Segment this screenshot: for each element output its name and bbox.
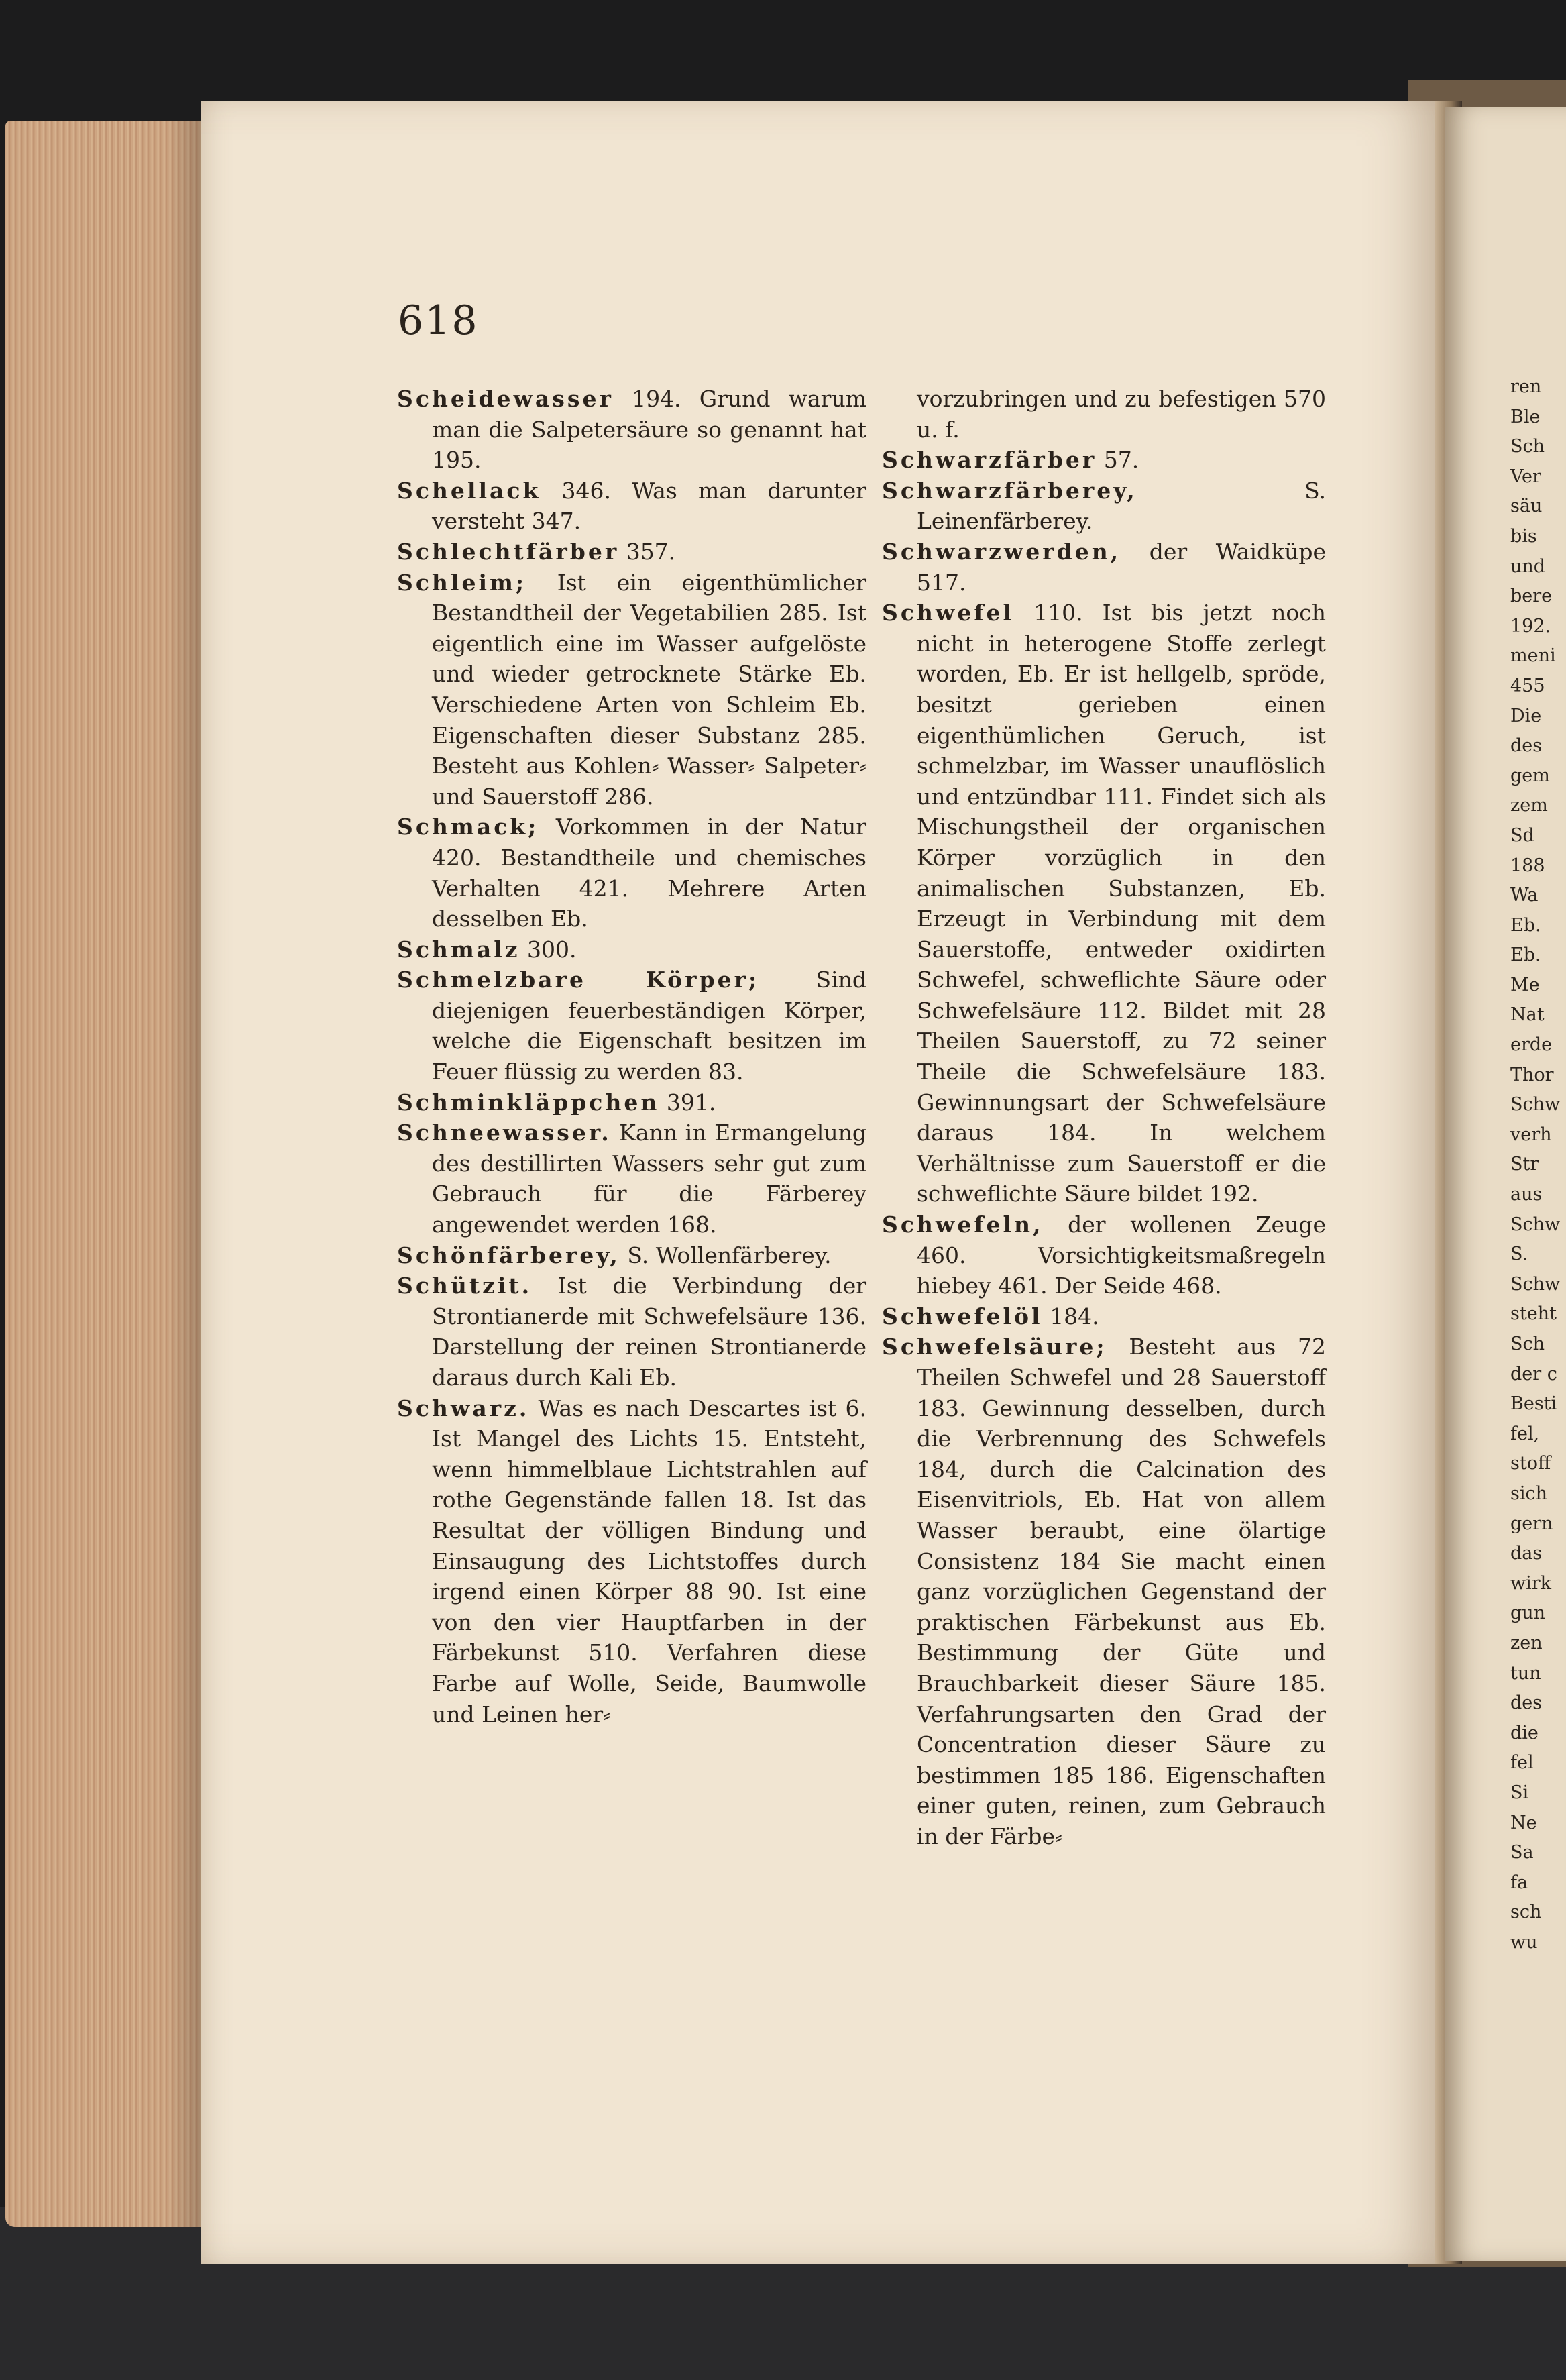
index-entry — [397, 1087, 866, 1118]
facing-line-fragment: fel, — [1510, 1423, 1540, 1444]
entry-text: Was es nach Descartes ist 6. Ist Mangel des Lichts 15. Entsteht, wenn himmelblaue Lichtstrahlen auf rothe Gegenstände fallen 18. Ist das Resultat der völligen Bindung und Einsaugung des Lichtstoffes durch irgend einen Körper 88 90. Ist eine von den vier Hauptfarben in der Färbekunst 510. Verfahren diese Farbe auf Wolle, Seide, Baumwolle und Leinen her⸗ — [432, 1395, 866, 1727]
facing-line-fragment: gun — [1510, 1603, 1546, 1624]
facing-line-fragment: die — [1510, 1722, 1539, 1743]
facing-line-fragment: des — [1510, 1692, 1543, 1714]
page-number: 618 — [398, 297, 479, 344]
facing-line-fragment: gern — [1510, 1513, 1553, 1534]
facing-line-fragment: Schw — [1510, 1273, 1561, 1295]
facing-line-fragment: und — [1510, 555, 1546, 577]
entry-headword: Schwarz. — [397, 1395, 530, 1421]
entry-text: Kann in Ermangelung des destillirten Wassers sehr gut zum Gebrauch für die Färberey angewendet werden 168. — [432, 1120, 866, 1238]
entry-text: Vorkommen in der Natur 420. Bestandtheile und chemisches Verhalten 421. Mehrere Arten desselben Eb. — [432, 814, 866, 932]
facing-line-fragment: Die — [1510, 705, 1542, 726]
index-entry — [882, 445, 1326, 476]
index-column-left — [397, 384, 866, 1729]
facing-line-fragment: Ne — [1510, 1812, 1537, 1833]
index-entry — [397, 476, 866, 537]
index-entry — [882, 1209, 1326, 1301]
facing-line-fragment: erde — [1510, 1034, 1553, 1056]
index-entry — [397, 384, 866, 476]
index-entry — [397, 1118, 866, 1240]
facing-line-fragment: des — [1510, 735, 1543, 757]
facing-line-fragment: bere — [1510, 586, 1553, 607]
index-entry — [397, 965, 866, 1087]
facing-line-fragment: 188 — [1510, 855, 1545, 876]
entry-headword: Scheidewasser — [397, 386, 614, 412]
entry-text: Sind diejenigen feuerbeständigen Körper, welche die Eigenschaft besitzen im Feuer flüssig zu werden 83. — [432, 967, 866, 1085]
facing-line-fragment: gem — [1510, 765, 1550, 786]
facing-line-fragment: zem — [1510, 795, 1548, 816]
entry-headword: Schwefeln, — [882, 1211, 1044, 1238]
facing-line-fragment: der c — [1510, 1363, 1557, 1385]
index-entry — [882, 537, 1326, 598]
facing-line-fragment: Eb. — [1510, 944, 1541, 966]
facing-line-fragment: sch — [1510, 1902, 1542, 1923]
facing-line-fragment: Thor — [1510, 1064, 1554, 1085]
facing-line-fragment: wirk — [1510, 1572, 1552, 1594]
entry-headword: Schwefel — [882, 600, 1015, 627]
facing-line-fragment: meni — [1510, 645, 1556, 667]
facing-line-fragment: fel — [1510, 1752, 1534, 1774]
entry-text: 391. — [659, 1089, 716, 1116]
facing-line-fragment: das — [1510, 1543, 1543, 1564]
facing-line-fragment: Ble — [1510, 406, 1541, 427]
entry-headword: Schützit. — [397, 1273, 533, 1299]
entry-headword: Schwarzfärber — [882, 447, 1097, 474]
entry-text: 57. — [1097, 447, 1139, 474]
continuation-line: vorzubringen und zu befestigen 570 u. f. — [917, 386, 1326, 443]
facing-line-fragment: steht — [1510, 1303, 1557, 1325]
entry-headword: Schmack; — [397, 814, 539, 841]
facing-line-fragment: Me — [1510, 974, 1540, 995]
facing-line-fragment: Schw — [1510, 1094, 1561, 1116]
entry-headword: Schleim; — [397, 569, 527, 596]
facing-line-fragment: Sa — [1510, 1842, 1534, 1863]
entry-headword: Schneewasser. — [397, 1120, 612, 1146]
entry-text: 184. — [1042, 1303, 1099, 1330]
entry-text: Besteht aus 72 Theilen Schwefel und 28 Sauerstoff 183. Gewinnung desselben, durch die Verbrennung des Schwefels 184, durch die Calcination des Eisenvitriols, Eb. Hat von allem Wasser beraubt, eine ölartige Consistenz 184 Sie macht einen ganz vorzüglichen Gegenstand der praktischen Färbekunst aus Eb. Bestimmung der Güte und Brauchbarkeit dieser Säure 185. Verfahrungsarten den Grad der Concentration dieser Säure zu bestimmen 185 186. Eigenschaften einer guten, reinen, zum Gebrauch in der Färbe⸗ — [917, 1334, 1326, 1849]
index-entry — [397, 812, 866, 934]
index-entry — [397, 934, 866, 965]
index-entry — [397, 537, 866, 567]
facing-line-fragment: fa — [1510, 1872, 1528, 1893]
facing-line-fragment: Besti — [1510, 1393, 1557, 1415]
facing-line-fragment: zen — [1510, 1632, 1543, 1654]
entry-headword: Schminkläppchen — [397, 1089, 660, 1116]
index-column-right — [882, 384, 1326, 1852]
facing-line-fragment: tun — [1510, 1662, 1541, 1684]
facing-line-fragment: 192. — [1510, 615, 1551, 637]
facing-line-fragment: Eb. — [1510, 914, 1541, 936]
facing-line-fragment: wu — [1510, 1931, 1538, 1953]
index-entry — [397, 567, 866, 812]
entry-text: 300. — [520, 936, 577, 963]
entry-headword: Schellack — [397, 477, 541, 504]
entry-headword: Schmelzbare Körper; — [397, 967, 760, 993]
entry-text: 346. Was man darunter versteht 347. — [432, 477, 866, 535]
facing-line-fragment: bis — [1510, 525, 1537, 547]
facing-line-fragment: Ver — [1510, 466, 1541, 487]
entry-headword: Schlechtfärber — [397, 538, 620, 565]
entry-text: der wollenen Zeuge 460. Vorsichtigkeitsmaßregeln hiebey 461. Der Seide 468. — [917, 1211, 1326, 1299]
entry-text: 194. Grund warum man die Salpetersäure so genannt hat 195. — [432, 386, 866, 474]
index-entry — [882, 598, 1326, 1209]
entry-text: Ist ein eigenthümlicher Bestandtheil der Vegetabilien 285. Ist eigentlich eine im Wasser aufgelöste und wieder getrocknete Stärke Eb. Verschiedene Arten von Schleim Eb. Eigenschaften dieser Substanz 285. Besteht aus Kohlen⸗ Wasser⸗ Salpeter⸗ und Sauerstoff 286. — [432, 569, 866, 810]
facing-line-fragment: stoff — [1510, 1453, 1551, 1474]
index-entry — [397, 1270, 866, 1393]
entry-text: S. Wollenfärberey. — [620, 1242, 832, 1268]
entry-headword: Schmalz — [397, 936, 520, 963]
facing-line-fragment: verh — [1510, 1124, 1552, 1145]
facing-line-fragment: S. — [1510, 1244, 1528, 1265]
entry-text: Ist die Verbindung der Strontianerde mit Schwefelsäure 136. Darstellung der reinen Strontianerde daraus durch Kali Eb. — [432, 1273, 866, 1391]
facing-line-fragment: Sch — [1510, 436, 1545, 457]
entry-headword: Schwarzwerden, — [882, 538, 1121, 565]
facing-line-fragment: Si — [1510, 1782, 1529, 1803]
index-entry — [882, 1301, 1326, 1332]
entry-text: der Waidküpe 517. — [917, 538, 1326, 596]
index-entry — [397, 1393, 866, 1730]
facing-line-fragment: Wa — [1510, 885, 1539, 906]
facing-line-fragment: Sch — [1510, 1334, 1545, 1354]
entry-headword: Schwefelsäure; — [882, 1334, 1107, 1360]
facing-line-fragment: 455 — [1510, 675, 1545, 696]
facing-line-fragment: Schw — [1510, 1213, 1561, 1235]
facing-line-fragment: säu — [1510, 496, 1543, 517]
index-entry — [882, 476, 1326, 537]
facing-line-fragment: aus — [1510, 1184, 1543, 1205]
entry-text: S. Leinenfärberey. — [917, 477, 1326, 535]
book-page-right — [1445, 107, 1566, 2261]
facing-line-fragment: ren — [1510, 376, 1542, 397]
index-entry — [397, 1240, 866, 1271]
entry-headword: Schwarzfärberey, — [882, 477, 1137, 504]
facing-line-fragment: sich — [1510, 1482, 1548, 1504]
facing-line-fragment: Nat — [1510, 1004, 1545, 1026]
index-entry — [882, 1332, 1326, 1851]
entry-headword: Schwefelöl — [882, 1303, 1043, 1330]
facing-line-fragment: Str — [1510, 1154, 1539, 1175]
entry-text: 110. Ist bis jetzt noch nicht in heterogene Stoffe zerlegt worden, Eb. Er ist hellgelb, spröde, besitzt gerieben einen eigenthümlichen Geruch, ist schmelzbar, im Wasser unauflöslich und entzündbar 111. Findet sich als Mischungstheil der organischen Körper vorzüglich in den animalischen Substanzen, Eb. Erzeugt in Verbindung mit dem Sauerstoffe, entweder oxidirten Schwefel, schweflichte Säure oder Schwefelsäure 112. Bildet mit 28 Theilen Sauerstoff, zu 72 seiner Theile die Schwefelsäure 183. Gewinnungsart der Schwefelsäure daraus 184. In welchem Verhältnisse zum Sauerstoff er die schweflichte Säure bildet 192. — [917, 600, 1326, 1207]
entry-text: 357. — [619, 538, 676, 565]
entry-headword: Schönfärberey, — [397, 1242, 620, 1268]
facing-page-text — [1445, 107, 1566, 1957]
facing-line-fragment: Sd — [1510, 824, 1534, 846]
